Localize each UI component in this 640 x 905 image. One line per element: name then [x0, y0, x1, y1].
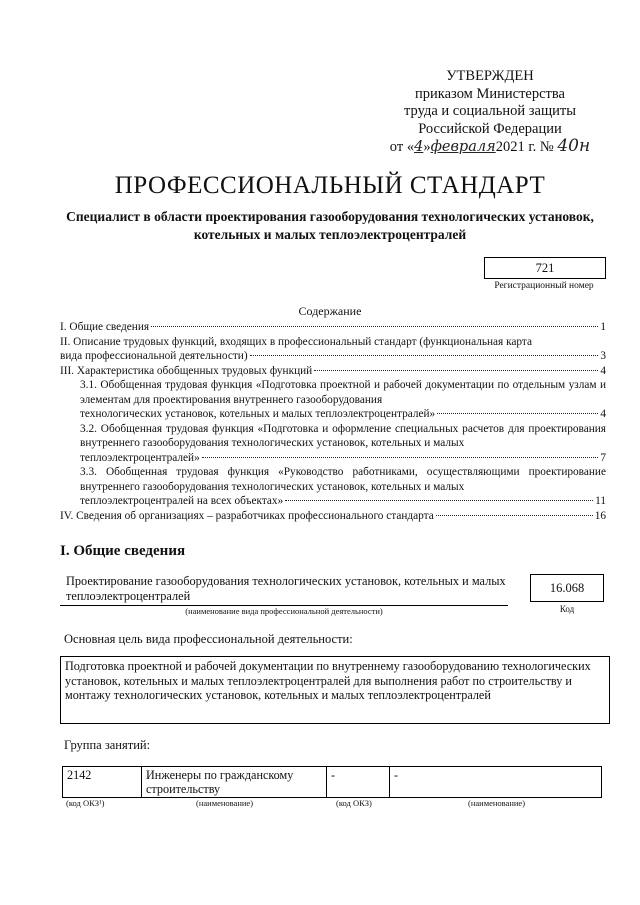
toc-page-number: 3 [600, 350, 606, 362]
goal-label: Основная цель вида профессиональной деятельности: [64, 632, 353, 646]
approval-block [360, 68, 620, 157]
okz-code-cell: 2142 [63, 767, 142, 798]
activity-kind-name: Проектирование газооборудования технологических установок, котельных и малых теплоэлектроцентралей [66, 574, 506, 603]
registration-number-box: 721 [484, 257, 606, 279]
occupation-name-caption: (наименование) [196, 798, 254, 808]
approval-line: Российской Федерации [418, 120, 562, 137]
toc-leader [285, 500, 593, 501]
activity-code-box: 16.068 [530, 574, 604, 602]
toc-leader [314, 370, 598, 371]
toc-item[interactable]: 3.3. Обобщенная трудовая функция «Руководство работниками, осуществляющими проектирование внутреннего газооборудования технологических установок, котельных и малых теплоэлектроцентралей на всех объектах» 11 [80, 466, 606, 507]
toc-item[interactable]: I. Общие сведения 1 [60, 321, 606, 333]
okz-code-caption: (код ОКЗ¹) [66, 798, 105, 808]
toc-page-number: 7 [600, 451, 606, 464]
occupation-group-label: Группа занятий: [64, 738, 151, 752]
toc-page-number: 16 [594, 509, 606, 522]
document-title: ПРОФЕССИОНАЛЬНЫЙ СТАНДАРТ [114, 172, 546, 199]
table-of-contents [60, 320, 606, 523]
toc-item[interactable]: IV. Сведения об организациях – разработчиках профессионального стандарта 16 [60, 509, 606, 522]
toc-leader [437, 413, 598, 414]
handwritten-month: февраля [430, 139, 496, 155]
toc-leader [436, 515, 593, 516]
okz-code-cell: - [327, 767, 390, 798]
toc-item[interactable]: III. Характеристика обобщенных трудовых функций 4 [60, 364, 606, 377]
toc-page-number: 4 [600, 408, 606, 420]
toc-item[interactable]: II. Описание трудовых функций, входящих в профессиональный стандарт (функциональная карта вида профессиональной деятельности) 3 [60, 335, 606, 362]
toc-leader [151, 326, 598, 327]
occupation-table [62, 766, 602, 798]
handwritten-order-number: 40н [557, 136, 591, 156]
approval-line: приказом Министерства [415, 85, 565, 102]
registration-number-label: Регистрационный номер [494, 281, 594, 291]
okz-code-caption: (код ОКЗ) [336, 798, 372, 808]
toc-page-number: 1 [600, 321, 606, 333]
occupation-name-caption: (наименование) [468, 798, 526, 808]
toc-item[interactable]: 3.2. Обобщенная трудовая функция «Подготовка и оформление специальных расчетов для проектирования внутреннего газооборудования технологических установок, котельных и малых теплоэлектроцентралей» 7 [80, 422, 606, 464]
toc-page-number: 4 [600, 364, 606, 377]
approval-heading: УТВЕРЖДЕН [446, 68, 534, 84]
approval-line: труда и социальной защиты [404, 103, 576, 119]
occupation-name-cell: Инженеры по гражданскому строительству [142, 767, 327, 798]
toc-page-number: 11 [595, 495, 606, 507]
handwritten-day: 4 [414, 139, 424, 155]
toc-leader [202, 457, 599, 458]
activity-code-caption: Код [559, 604, 575, 614]
goal-box: Подготовка проектной и рабочей документации по внутреннему газооборудованию технологических установок, котельных и малых теплоэлектроцентралей для выполнения работ по строительству и монтажу технологических установок, котельных и малых теплоэлектроцентралей [60, 656, 610, 724]
document-subtitle: Специалист в области проектирования газооборудования технологических установок, котельных и малых теплоэлектроцентралей [66, 209, 594, 242]
section-heading: I. Общие сведения [60, 543, 186, 559]
table-row [63, 767, 602, 798]
activity-kind-caption: (наименование вида профессиональной деятельности) [185, 606, 383, 616]
toc-leader [250, 355, 599, 356]
toc-title: Содержание [298, 304, 362, 318]
occupation-name-cell: - [390, 767, 602, 798]
approval-date: от «4»февраля2021 г. № 40н [389, 136, 591, 156]
toc-item[interactable]: 3.1. Обобщенная трудовая функция «Подготовка проектной и рабочей документации по отдельным узлам и элементам для проектирования внутреннего газооборудования технологических установок, котельных и малых теплоэлектроцентралей» 4 [80, 379, 606, 420]
